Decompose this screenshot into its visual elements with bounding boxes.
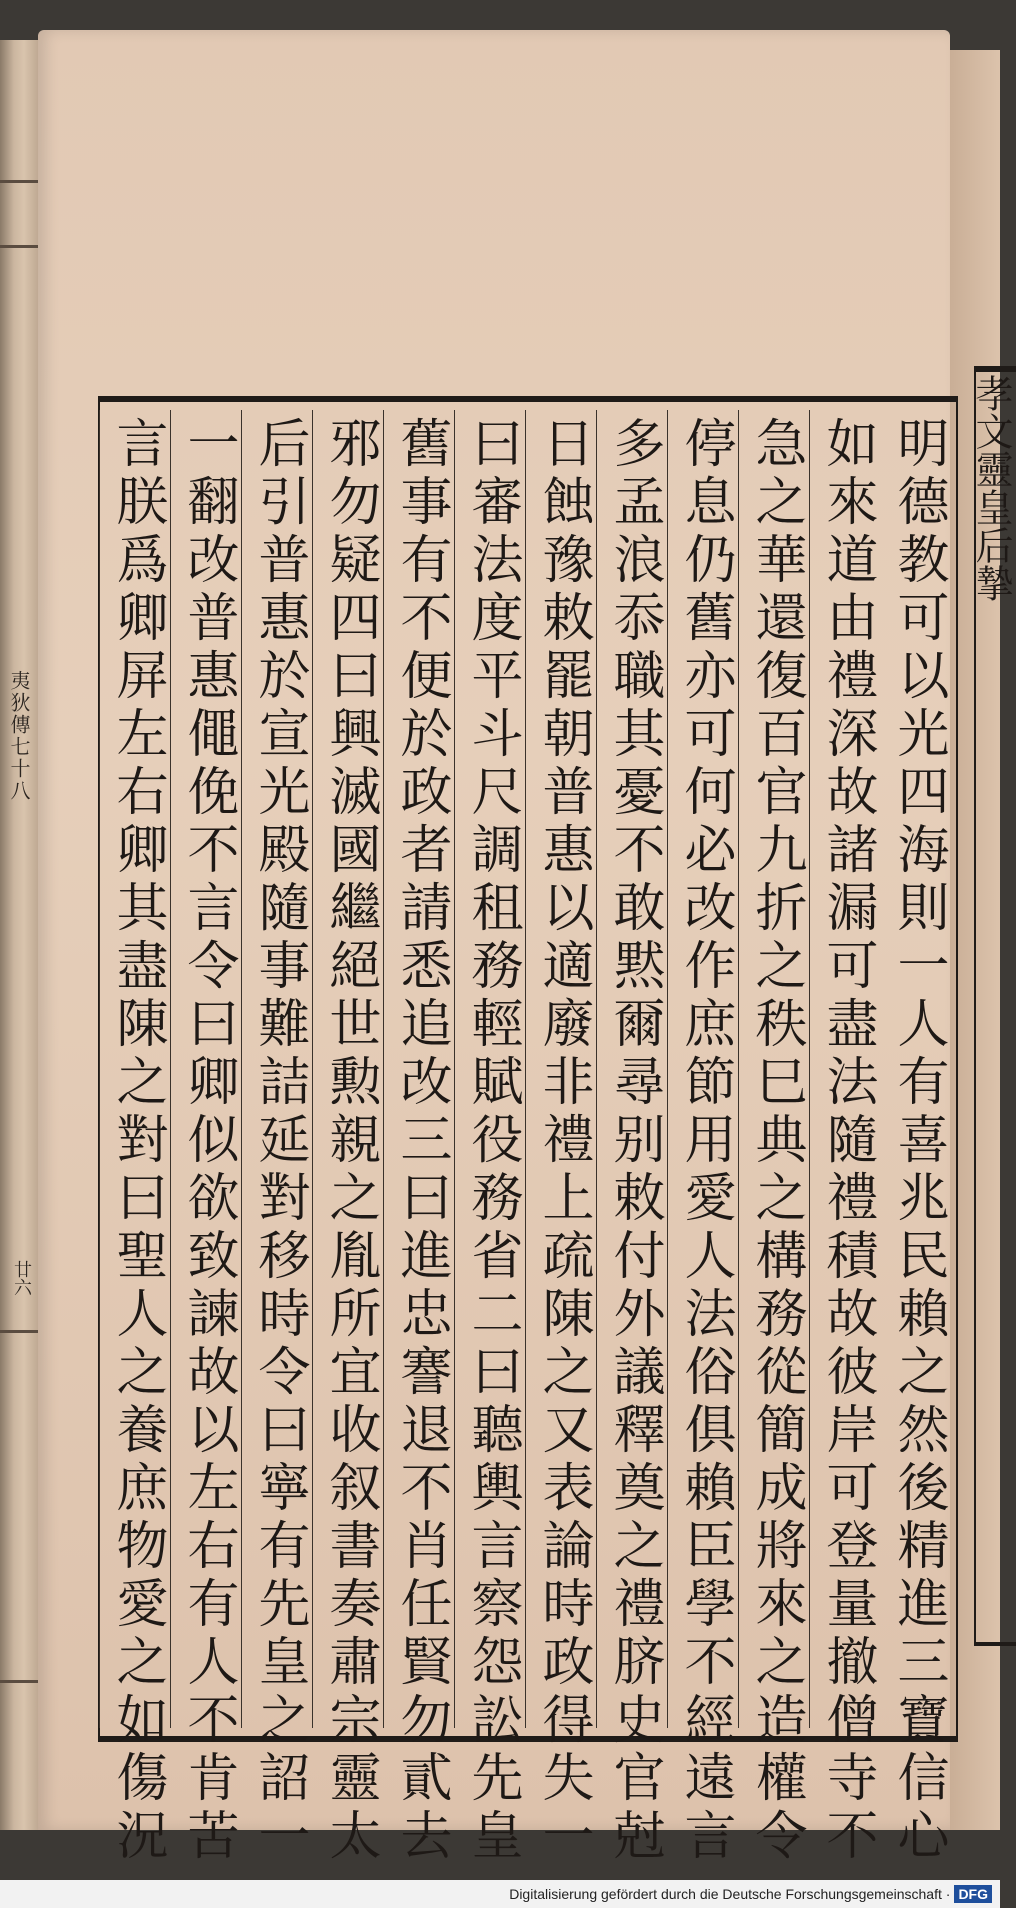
- text-column-3: 急之華還復百官九折之秩巳典之構務從簡成將來之造權令: [738, 410, 814, 1728]
- dfg-logo: DFG: [954, 1885, 992, 1903]
- digitization-footer: [0, 1880, 1000, 1908]
- text-column-7: 曰審法度平斗尺調租務輕賦役務省二曰聽輿言察怨訟先皇: [454, 410, 530, 1728]
- text-column-6: 日蝕豫敕罷朝普惠以適廢非禮上疏陳之又表論時政得失一: [525, 410, 601, 1728]
- text-column-8: 舊事有不便於政者請悉追改三曰進忠謇退不肖任賢勿貳去: [383, 410, 459, 1728]
- main-page: [38, 30, 950, 1866]
- text-column-10: 后引普惠於宣光殿隨事難詰延對移時令曰寧有先皇之詔一: [241, 410, 317, 1728]
- text-column-5: 多孟浪忝職其憂不敢黙爾尋别敕付外議釋奠之禮脐史官尅: [596, 410, 672, 1728]
- text-column-12: 言朕爲卿屏左右卿其盡陳之對曰聖人之養庶物愛之如傷況: [99, 410, 175, 1728]
- text-column-9: 邪勿疑四曰興滅國繼絕世勲親之胤所宜收叙書奏肅宗靈太: [312, 410, 388, 1728]
- text-column-1: 明德教可以光四海則一人有喜兆民賴之然後精進三寶信心: [888, 416, 948, 1866]
- left-page-stack: [0, 40, 40, 1830]
- footer-credit: Digitalisierung gefördert durch die Deutsche Forschungsgemeinschaft ·: [509, 1886, 951, 1902]
- left-page-spine-text: 夷狄傳七十八: [7, 670, 31, 802]
- left-page-number: 廿六: [11, 1260, 32, 1296]
- text-frame: [98, 396, 958, 1866]
- right-page-column: 孝文靈皇后摯: [969, 374, 1013, 602]
- text-column-2: 如來道由禮深故諸漏可盡法隨禮積故彼岸可登量撤僧寺不: [809, 410, 885, 1728]
- text-column-11: 一翻改普惠僶俛不言令曰卿似欲致諫故以左右有人不肯苦: [170, 410, 246, 1728]
- text-column-4: 停息仍舊亦可何必改作庶節用愛人法俗俱賴臣學不經遠言: [667, 410, 743, 1728]
